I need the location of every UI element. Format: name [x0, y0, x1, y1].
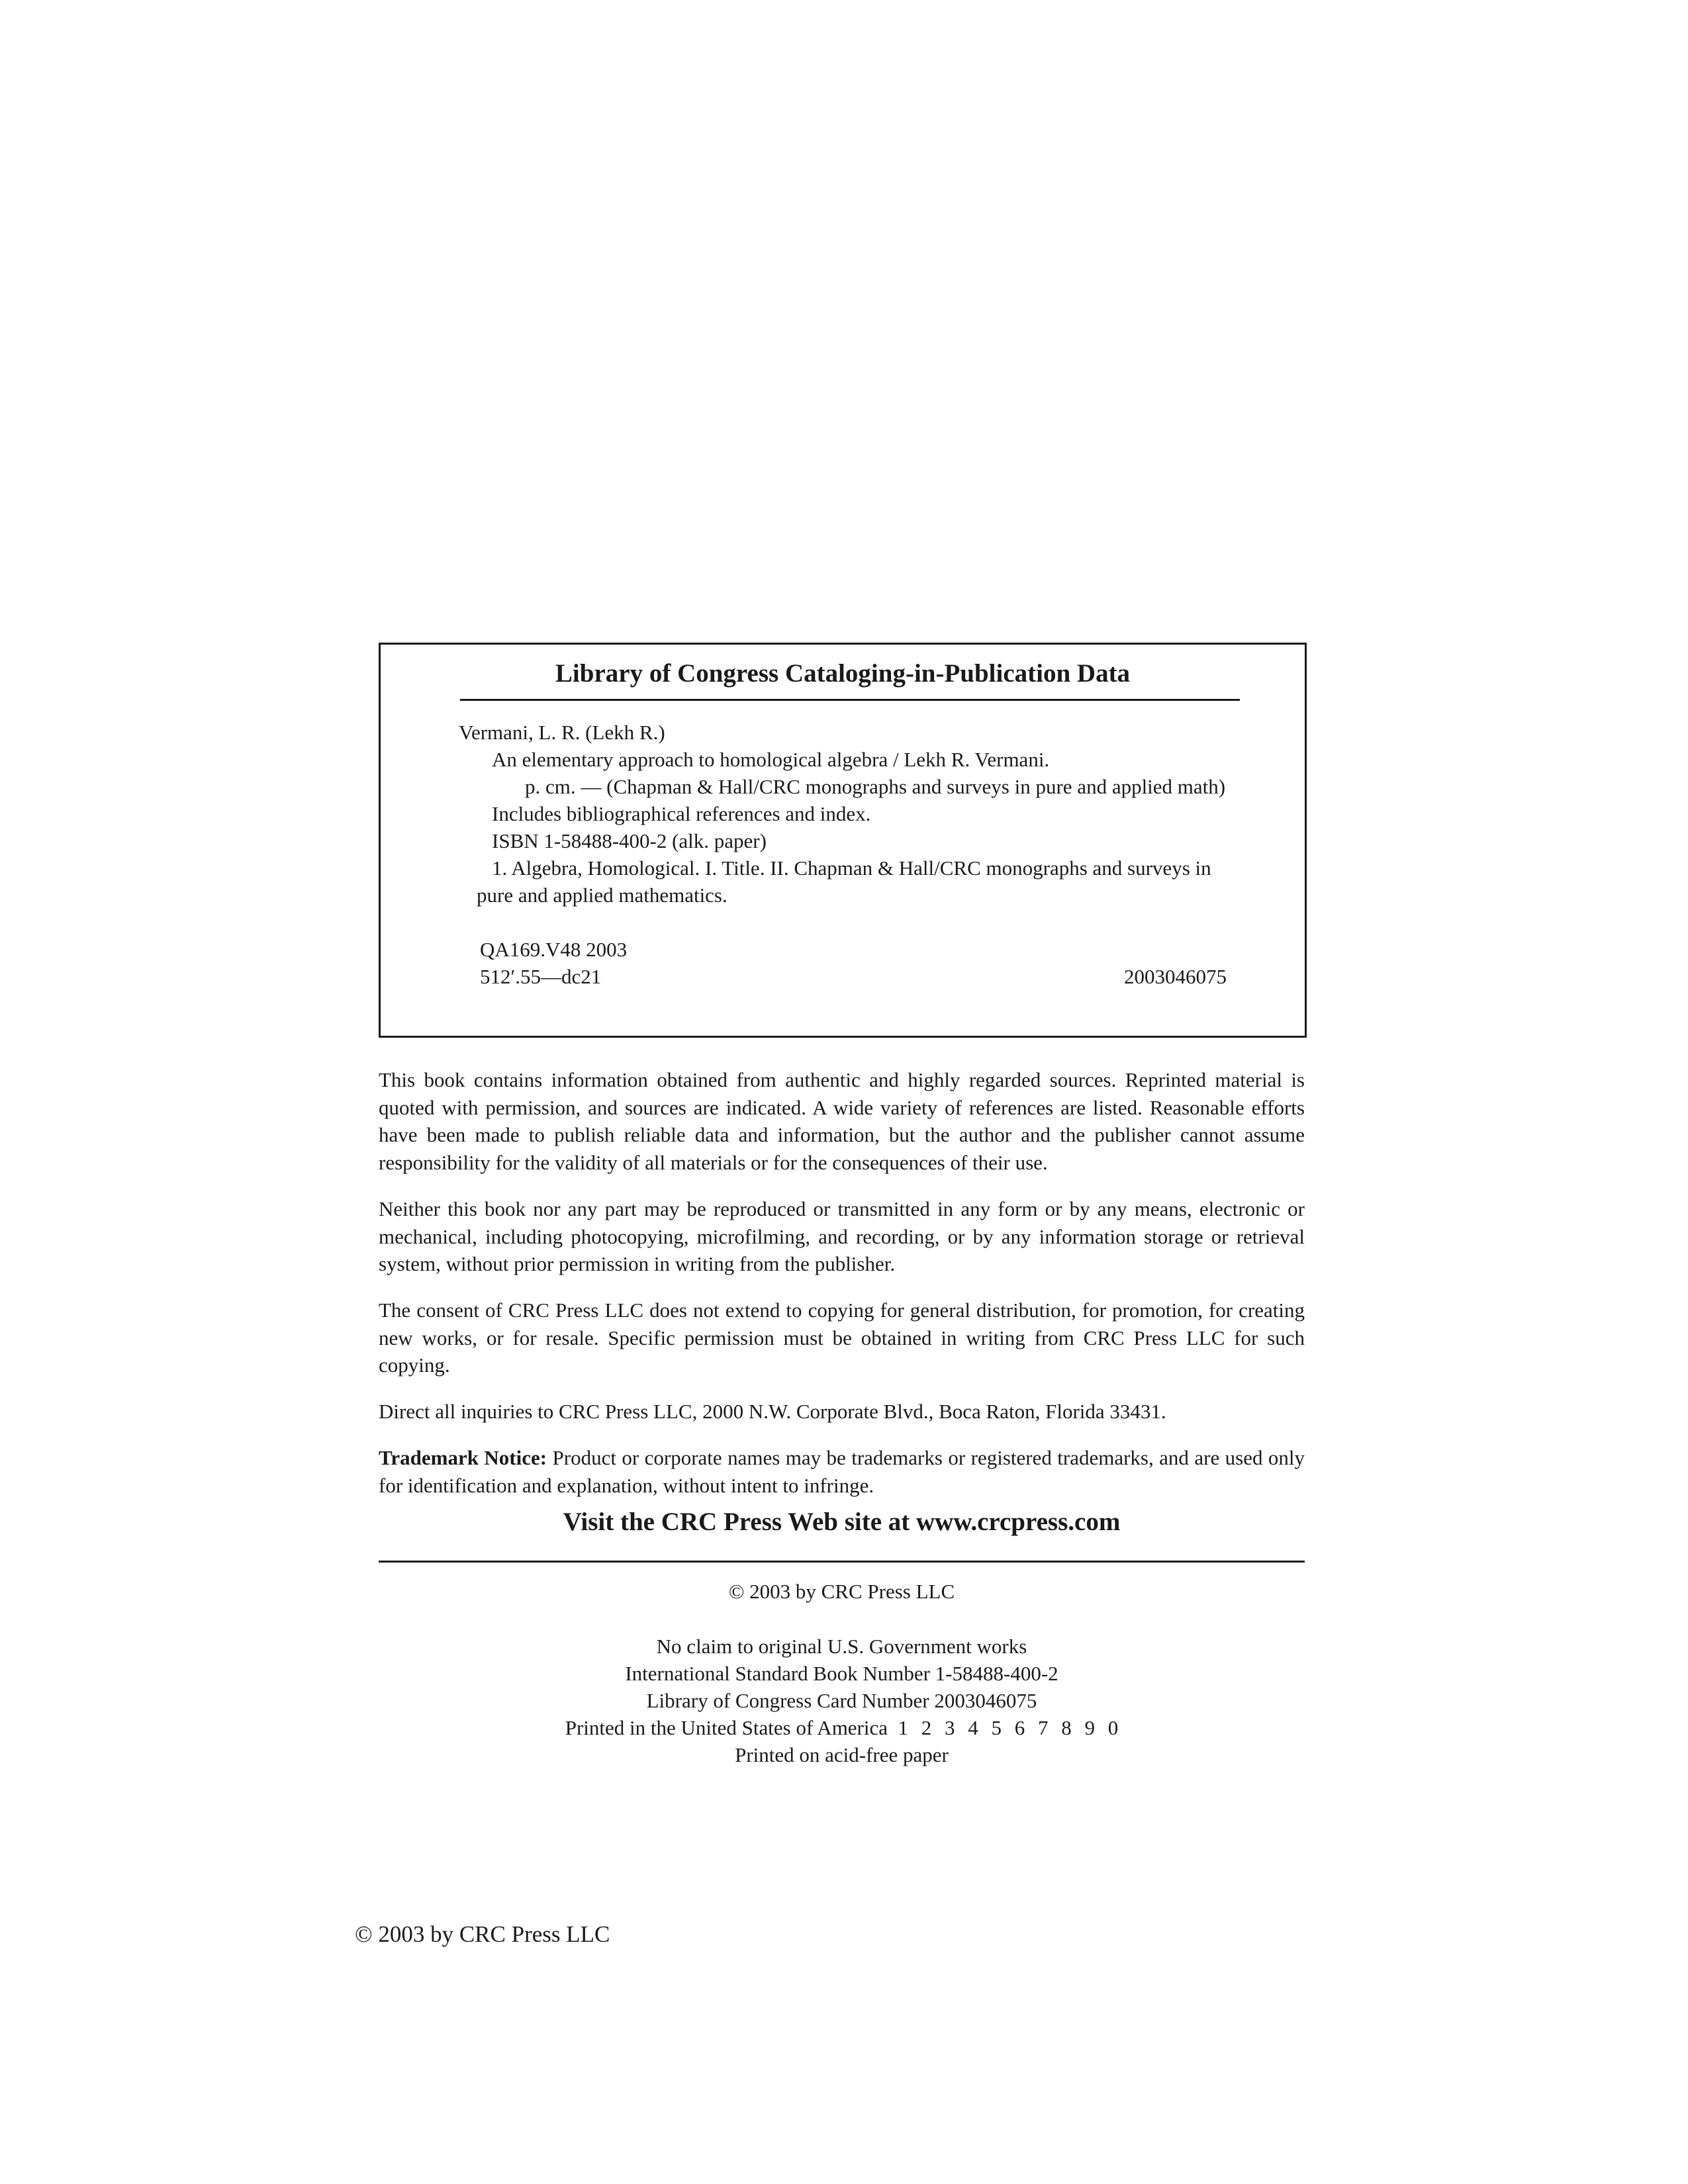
paragraph-reproduction: Neither this book nor any part may be reproduced or transmitted in any form or by any means, electronic or mechanical, including photocopying, microfilming, and recording, or by any information storage or retrieval system, without prior permission in writing from the publisher. [379, 1197, 1305, 1275]
cip-dewey: 512′.55—dc21 [480, 965, 602, 988]
imprint-lccn: Library of Congress Card Number 2003046075 [646, 1689, 1037, 1712]
cip-heading-rule [460, 699, 1240, 701]
paragraph-inquiries: Direct all inquiries to CRC Press LLC, 2000 N.W. Corporate Blvd., Boca Raton, Florida 33431. [379, 1400, 1166, 1423]
imprint-no-claim: No claim to original U.S. Government works [656, 1635, 1027, 1658]
paragraph-consent: The consent of CRC Press LLC does not extend to copying for general distribution, for promotion, for creating new works, or for resale. Specific permission must be obtained in writing from CRC Press LLC for such copying. [379, 1298, 1305, 1377]
paragraph-sources: This book contains information obtained from authentic and highly regarded sources. Reprinted material is quoted with permission, and sources are indicated. A wide variety of references are listed. Reasonable efforts have been made to publish reliable data and information, but the author and the publisher cannot assume responsibility for the validity of all materials or for the consequences of their use. [379, 1068, 1305, 1174]
cip-data-box [379, 643, 1307, 1038]
cip-biblio-line: Includes bibliographical references and index. [492, 802, 871, 825]
imprint-isbn: International Standard Book Number 1-58488-400-2 [625, 1662, 1058, 1685]
print-line-numbers: 1 2 3 4 5 6 7 8 9 0 [898, 1716, 1119, 1739]
cip-subjects-line-2: pure and applied mathematics. [477, 884, 727, 907]
imprint-rule [379, 1561, 1305, 1563]
imprint-printed-in [379, 1715, 1305, 1741]
cip-author: Vermani, L. R. (Lekh R.) [459, 721, 665, 744]
imprint-paper: Printed on acid-free paper [735, 1743, 949, 1766]
paragraph-trademark [379, 1444, 1305, 1499]
imprint-copyright: © 2003 by CRC Press LLC [728, 1580, 955, 1603]
trademark-text: Product or corporate names may be trademarks or registered trademarks, and are used only for identification and explanation, without intent to infringe. [379, 1446, 1305, 1497]
visit-website-line: Visit the CRC Press Web site at www.crcpress.com [563, 1508, 1121, 1536]
cip-subjects-line-1: 1. Algebra, Homological. I. Title. II. Chapman & Hall/CRC monographs and surveys in [492, 856, 1211, 880]
cip-series-line: p. cm. — (Chapman & Hall/CRC monographs and surveys in pure and applied math) [525, 775, 1226, 798]
cip-call-number: QA169.V48 2003 [480, 938, 628, 961]
trademark-label: Trademark Notice: [379, 1446, 547, 1469]
cip-title-line: An elementary approach to homological algebra / Lekh R. Vermani. [492, 748, 1050, 771]
footer-copyright: © 2003 by CRC Press LLC [355, 1921, 610, 1947]
cip-lccn: 2003046075 [1124, 965, 1227, 988]
printed-in-text: Printed in the United States of America [565, 1716, 888, 1739]
cip-heading: Library of Congress Cataloging-in-Publication Data [555, 659, 1131, 688]
cip-isbn-line: ISBN 1-58488-400-2 (alk. paper) [492, 829, 767, 852]
